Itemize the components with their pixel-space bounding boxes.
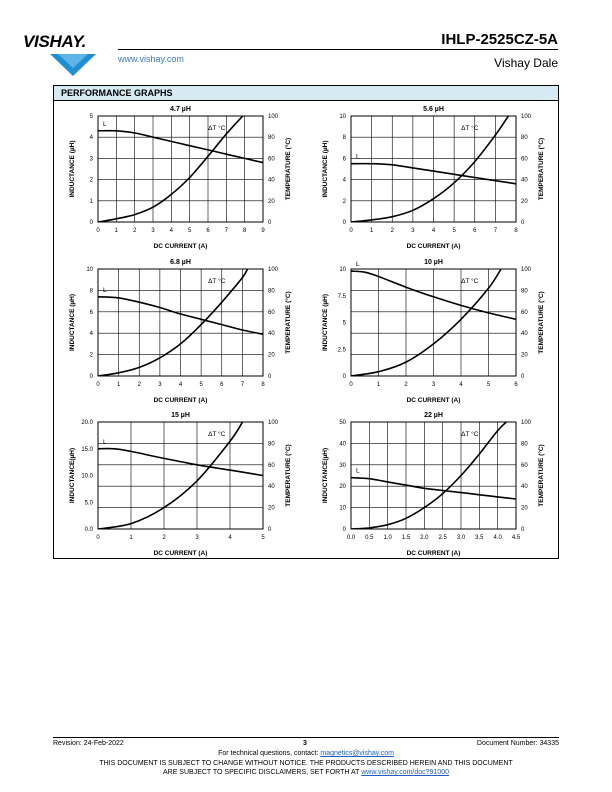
- y-tick-label: 4: [89, 331, 93, 338]
- y-tick-label: 0: [342, 220, 346, 226]
- y-tick-label: 0: [342, 374, 346, 380]
- series-label-temperature: ΔT °C: [208, 431, 226, 438]
- x-tick-label: 5: [452, 228, 456, 234]
- x-tick-label: 0: [96, 228, 100, 234]
- y2-tick-label: 40: [268, 177, 275, 184]
- website-link[interactable]: www.vishay.com: [118, 54, 184, 64]
- series-label-inductance: L: [355, 153, 360, 161]
- y-tick-label: 20: [339, 484, 346, 491]
- revision: Revision: 24-Feb-2022: [53, 740, 124, 747]
- y-tick-label: 50: [339, 420, 346, 426]
- temperature-rise-line: [351, 114, 510, 222]
- y-axis-label: INDUCTANCE (µH): [322, 293, 329, 352]
- x-axis-label: DC CURRENT (A): [406, 550, 461, 557]
- x-tick-label: 1: [376, 382, 381, 388]
- y-tick-label: 2: [89, 177, 93, 184]
- brand-name: Vishay Dale: [494, 56, 558, 70]
- x-tick-label: 1.5: [401, 535, 411, 541]
- x-tick-label: 0: [96, 535, 100, 541]
- y-axis-label: INDUCTANCE (µH): [322, 140, 329, 198]
- y2-tick-label: 0: [268, 374, 272, 380]
- y2-tick-label: 80: [521, 288, 528, 295]
- y2-axis-label: TEMPERATURE (°C): [538, 444, 545, 507]
- chart-title: 6.8 µH: [170, 259, 191, 266]
- y-tick-label: 4: [342, 177, 346, 184]
- x-tick-label: 8: [242, 228, 247, 234]
- series-label-inductance: L: [102, 120, 107, 128]
- x-tick-label: 3: [158, 382, 162, 388]
- y2-tick-label: 60: [268, 309, 275, 316]
- document-number: Document Number: 34335: [476, 740, 559, 747]
- x-tick-label: 1: [114, 228, 119, 234]
- x-tick-label: 5: [199, 382, 203, 388]
- x-tick-label: 4: [228, 535, 232, 541]
- y-tick-label: 0: [89, 220, 93, 226]
- plot-frame: [98, 422, 263, 529]
- temperature-rise-line: [98, 267, 249, 376]
- inductance-line: [98, 449, 263, 476]
- y2-tick-label: 40: [268, 331, 275, 338]
- y2-axis-label: TEMPERATURE (°C): [538, 137, 545, 201]
- x-tick-label: 7: [240, 382, 245, 388]
- series-label-temperature: ΔT °C: [461, 125, 479, 132]
- x-tick-label: 7: [224, 228, 229, 234]
- x-axis-label: DC CURRENT (A): [153, 243, 208, 250]
- x-tick-label: 5: [187, 228, 192, 234]
- x-tick-label: 4.5: [511, 535, 521, 541]
- x-tick-label: 8: [261, 382, 265, 388]
- x-tick-label: 8: [514, 228, 518, 234]
- y-axis-label: INDUCTANCE(µH): [322, 447, 329, 504]
- x-tick-label: 3: [431, 382, 436, 388]
- part-number: IHLP-2525CZ-5A: [441, 31, 558, 48]
- y2-axis-label: TEMPERATURE (°C): [285, 291, 292, 354]
- y2-tick-label: 100: [268, 420, 279, 426]
- x-tick-label: 0.5: [365, 535, 374, 541]
- y-tick-label: 5: [342, 320, 346, 327]
- y-tick-label: 10: [339, 505, 346, 512]
- series-label-temperature: ΔT °C: [208, 278, 226, 285]
- y2-tick-label: 100: [268, 267, 279, 273]
- chart-title: 15 µH: [171, 412, 190, 419]
- y2-tick-label: 100: [521, 114, 532, 120]
- y2-tick-label: 60: [521, 462, 528, 469]
- chart-1: [69, 106, 292, 250]
- x-tick-label: 3.5: [475, 535, 484, 541]
- chart-title: 10 µH: [424, 259, 443, 266]
- x-tick-label: 2: [137, 382, 141, 388]
- y2-axis-label: TEMPERATURE (°C): [538, 291, 545, 354]
- y2-tick-label: 40: [521, 331, 528, 338]
- x-tick-label: 5: [261, 535, 265, 541]
- y-tick-label: 0: [89, 374, 93, 380]
- x-tick-label: 1: [369, 228, 374, 234]
- contact-line: [0, 750, 612, 757]
- y-tick-label: 6: [342, 156, 346, 163]
- y-tick-label: 8: [89, 288, 93, 295]
- y2-tick-label: 40: [268, 484, 275, 491]
- x-tick-label: 2.5: [438, 535, 447, 541]
- y2-tick-label: 60: [268, 156, 275, 163]
- disclaimer-line-2: [0, 769, 612, 776]
- x-tick-label: 2: [132, 228, 137, 234]
- y-tick-label: 1: [89, 198, 93, 205]
- x-tick-label: 0: [96, 382, 100, 388]
- series-label-inductance: L: [102, 438, 107, 446]
- x-tick-label: 6: [206, 228, 210, 234]
- y2-tick-label: 80: [268, 288, 275, 295]
- y-tick-label: 10: [86, 267, 93, 273]
- y2-tick-label: 100: [521, 267, 532, 273]
- page-number: 3: [303, 740, 307, 747]
- y-tick-label: 3: [89, 156, 93, 163]
- y-tick-label: 6: [89, 309, 93, 316]
- disclaimer-prefix: ARE SUBJECT TO SPECIFIC DISCLAIMERS, SET FORTH AT: [162, 769, 362, 776]
- x-axis-label: DC CURRENT (A): [406, 397, 461, 404]
- y-tick-label: 5.0: [84, 500, 93, 507]
- x-tick-label: 4: [459, 382, 463, 388]
- x-tick-label: 9: [261, 228, 265, 234]
- y2-tick-label: 80: [521, 441, 528, 448]
- chart-6: [322, 412, 545, 557]
- y2-tick-label: 60: [521, 156, 528, 163]
- y-axis-label: INDUCTANCE(µH): [69, 447, 76, 504]
- y-tick-label: 10: [339, 267, 346, 273]
- temperature-rise-line: [351, 420, 509, 529]
- y-tick-label: 10.0: [81, 473, 93, 480]
- x-tick-label: 2: [162, 535, 166, 541]
- series-label-temperature: ΔT °C: [208, 125, 226, 132]
- y2-tick-label: 0: [268, 220, 272, 226]
- y2-tick-label: 0: [521, 374, 525, 380]
- y2-tick-label: 60: [521, 309, 528, 316]
- y2-tick-label: 80: [268, 135, 275, 142]
- x-tick-label: 5: [486, 382, 491, 388]
- x-tick-label: 1: [129, 535, 133, 541]
- y2-tick-label: 20: [521, 198, 528, 205]
- contact-prefix: For technical questions, contact:: [218, 750, 321, 757]
- y-axis-label: INDUCTANCE (µH): [69, 140, 76, 198]
- y-tick-label: 8: [342, 135, 346, 142]
- y2-tick-label: 40: [521, 484, 528, 491]
- y2-tick-label: 20: [521, 505, 528, 512]
- chart-2: [322, 106, 545, 250]
- y2-tick-label: 80: [268, 441, 275, 448]
- series-label-inductance: L: [102, 286, 107, 294]
- temperature-rise-line: [351, 267, 502, 376]
- x-tick-label: 4: [178, 382, 183, 388]
- y2-tick-label: 80: [521, 135, 528, 142]
- y-tick-label: 0: [342, 527, 346, 533]
- y2-tick-label: 100: [521, 420, 532, 426]
- y-tick-label: 0.0: [84, 527, 93, 533]
- y2-axis-label: TEMPERATURE (°C): [285, 444, 292, 507]
- x-tick-label: 7: [493, 228, 498, 234]
- x-tick-label: 1.0: [383, 535, 392, 541]
- y2-tick-label: 20: [268, 198, 275, 205]
- footer-rule: [53, 737, 559, 738]
- x-axis-label: DC CURRENT (A): [406, 243, 461, 250]
- y2-tick-label: 20: [268, 352, 275, 359]
- y2-tick-label: 0: [268, 527, 272, 533]
- x-tick-label: 6: [220, 382, 224, 388]
- x-tick-label: 4: [169, 228, 174, 234]
- y-tick-label: 40: [339, 441, 346, 448]
- y-tick-label: 4: [89, 135, 93, 142]
- x-tick-label: 2.0: [420, 535, 429, 541]
- chart-title: 22 µH: [424, 412, 443, 419]
- x-tick-label: 3.0: [456, 535, 466, 541]
- disclaimer-line-1: THIS DOCUMENT IS SUBJECT TO CHANGE WITHOUT NOTICE. THE PRODUCTS DESCRIBED HEREIN AND THIS DOCUMENT: [99, 760, 513, 767]
- disclaimer-link[interactable]: www.vishay.com/doc?91000: [361, 769, 450, 776]
- chart-3: [69, 259, 292, 404]
- x-tick-label: 0: [349, 382, 353, 388]
- x-tick-label: 3: [151, 228, 155, 234]
- series-label-temperature: ΔT °C: [461, 278, 479, 285]
- x-tick-label: 3: [195, 535, 199, 541]
- y2-tick-label: 60: [268, 462, 275, 469]
- y2-tick-label: 0: [521, 527, 525, 533]
- y-tick-label: 2: [342, 198, 346, 205]
- y-tick-label: 7.5: [337, 293, 346, 300]
- y2-tick-label: 40: [521, 177, 528, 184]
- y-tick-label: 30: [339, 462, 346, 469]
- y-axis-label: INDUCTANCE (µH): [69, 293, 76, 352]
- y2-tick-label: 20: [268, 505, 275, 512]
- y-tick-label: 2.5: [337, 347, 346, 354]
- inductance-line: [351, 478, 516, 499]
- section-title: PERFORMANCE GRAPHS: [61, 88, 173, 98]
- x-tick-label: 6: [473, 228, 477, 234]
- y-tick-label: 20.0: [81, 420, 93, 426]
- contact-email-link[interactable]: magnetics@vishay.com: [320, 750, 394, 757]
- x-tick-label: 4: [431, 228, 436, 234]
- y-tick-label: 2: [89, 352, 93, 359]
- x-tick-label: 2: [390, 228, 394, 234]
- y-tick-label: 5: [89, 114, 93, 120]
- series-label-inductance: L: [355, 261, 360, 269]
- x-axis-label: DC CURRENT (A): [153, 397, 208, 404]
- x-tick-label: 4.0: [493, 535, 502, 541]
- x-tick-label: 6: [514, 382, 518, 388]
- y2-axis-label: TEMPERATURE (°C): [285, 137, 292, 201]
- chart-title: 5.6 µH: [423, 106, 444, 113]
- x-axis-label: DC CURRENT (A): [153, 550, 208, 557]
- y-tick-label: 15.0: [81, 446, 93, 453]
- x-tick-label: 2: [404, 382, 408, 388]
- series-label-temperature: ΔT °C: [461, 431, 479, 438]
- chart-title: 4.7 µH: [170, 106, 191, 113]
- x-tick-label: 0.0: [346, 535, 356, 541]
- chart-5: [69, 412, 292, 557]
- y2-tick-label: 0: [521, 220, 525, 226]
- y2-tick-label: 20: [521, 352, 528, 359]
- x-tick-label: 3: [411, 228, 415, 234]
- inductance-line: [98, 131, 263, 163]
- series-label-inductance: L: [355, 467, 360, 475]
- y2-tick-label: 100: [268, 114, 279, 120]
- x-tick-label: 1: [116, 382, 121, 388]
- chart-4: [322, 259, 545, 404]
- logo-text: VISHAY.: [23, 32, 87, 51]
- x-tick-label: 0: [349, 228, 353, 234]
- y-tick-label: 10: [339, 114, 346, 120]
